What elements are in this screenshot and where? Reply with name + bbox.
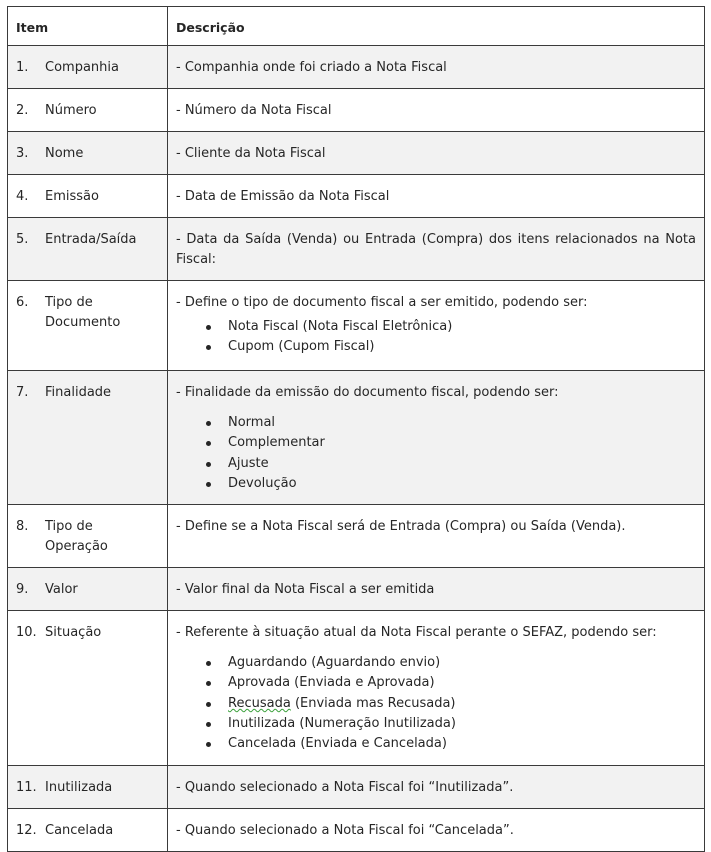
item-cell (8, 46, 168, 89)
item-label: Entrada/Saída (45, 232, 137, 247)
description-text: - Número da Nota Fiscal (176, 103, 332, 118)
item-number: 3. (16, 146, 29, 161)
list-item: Normal (176, 413, 696, 433)
item-label: Finalidade (45, 385, 112, 400)
item-cell (8, 568, 168, 611)
bullet-icon (206, 661, 211, 666)
table-row (8, 89, 705, 132)
bullet-list (176, 413, 696, 494)
item-number: 10. (16, 625, 37, 641)
item-number: 4. (16, 189, 29, 204)
item-label: Cancelada (45, 822, 114, 838)
bullet-icon (206, 325, 211, 330)
description-text: - Data de Emissão da Nota Fiscal (176, 189, 390, 204)
item-number: 7. (16, 385, 29, 400)
item-cell (8, 281, 168, 371)
list-item: Cupom (Cupom Fiscal) (176, 337, 696, 357)
item-number: 6. (16, 295, 29, 310)
bullet-icon (206, 702, 211, 707)
list-item: Recusada (Enviada mas Recusada) (176, 694, 696, 714)
description-text: - Define o tipo de documento fiscal a ser emitido, podendo ser: (176, 295, 588, 310)
table-row (8, 281, 705, 371)
table-row (8, 505, 705, 568)
bullet-icon (206, 742, 211, 747)
item-label: Tipo de Documento (45, 295, 121, 330)
description-text: - Quando selecionado a Nota Fiscal foi “Inutilizada”. (176, 779, 514, 795)
list-item: Devolução (176, 474, 696, 494)
item-label: Nome (45, 146, 84, 161)
list-item: Aguardando (Aguardando envio) (176, 653, 696, 673)
item-cell (8, 371, 168, 505)
header-description: Descrição (168, 7, 705, 46)
table-row (8, 132, 705, 175)
item-label: Tipo de Operação (45, 519, 108, 555)
list-item: Cancelada (Enviada e Cancelada) (176, 734, 696, 754)
list-item: Complementar (176, 433, 696, 453)
list-item: Nota Fiscal (Nota Fiscal Eletrônica) (176, 317, 696, 337)
table-row (8, 611, 705, 765)
table-row (8, 175, 705, 218)
item-label: Inutilizada (45, 779, 113, 795)
description-cell (168, 46, 705, 89)
item-cell (8, 218, 168, 281)
description-text: - Valor final da Nota Fiscal a ser emitida (176, 582, 435, 598)
description-cell (168, 611, 705, 765)
description-cell (168, 505, 705, 568)
bullet-icon (206, 681, 211, 686)
description-text: - Quando selecionado a Nota Fiscal foi “Cancelada”. (176, 822, 514, 838)
bullet-icon (206, 441, 211, 446)
description-cell (168, 132, 705, 175)
description-text: - Define se a Nota Fiscal será de Entrada (Compra) ou Saída (Venda). (176, 519, 626, 535)
bullet-icon (206, 345, 211, 350)
bullet-icon (206, 462, 211, 467)
list-item: Ajuste (176, 454, 696, 474)
item-label: Companhia (45, 60, 119, 75)
table-header-row (8, 7, 705, 46)
header-item: Item (8, 7, 168, 46)
list-item: Inutilizada (Numeração Inutilizada) (176, 714, 696, 734)
description-text: - Cliente da Nota Fiscal (176, 146, 326, 161)
item-label: Valor (45, 582, 78, 598)
item-label: Emissão (45, 189, 99, 204)
item-number: 8. (16, 519, 29, 535)
item-number: 11. (16, 779, 37, 795)
spellcheck-word: Recusada (228, 695, 291, 711)
description-cell (168, 89, 705, 132)
item-cell (8, 765, 168, 808)
bullet-icon (206, 482, 211, 487)
description-text: - Data da Saída (Venda) ou Entrada (Compra) dos itens relacionados na Nota Fiscal: (176, 232, 696, 267)
table-row (8, 808, 705, 851)
description-text: - Finalidade da emissão do documento fiscal, podendo ser: (176, 385, 559, 400)
item-number: 9. (16, 582, 29, 598)
item-number: 2. (16, 103, 29, 118)
description-cell (168, 765, 705, 808)
description-cell (168, 371, 705, 505)
item-description-table (7, 6, 705, 852)
item-cell (8, 808, 168, 851)
table-row (8, 765, 705, 808)
description-cell (168, 218, 705, 281)
item-label: Situação (45, 625, 102, 641)
item-cell (8, 505, 168, 568)
item-number: 12. (16, 822, 37, 838)
item-cell (8, 175, 168, 218)
description-cell (168, 281, 705, 371)
description-cell (168, 568, 705, 611)
item-cell (8, 132, 168, 175)
item-number: 5. (16, 232, 29, 247)
item-cell (8, 89, 168, 132)
table-row (8, 371, 705, 505)
description-cell (168, 175, 705, 218)
description-cell (168, 808, 705, 851)
bullet-list (176, 317, 696, 358)
table-row (8, 568, 705, 611)
description-text: - Referente à situação atual da Nota Fiscal perante o SEFAZ, podendo ser: (176, 625, 657, 641)
bullet-icon (206, 421, 211, 426)
item-number: 1. (16, 60, 29, 75)
description-text: - Companhia onde foi criado a Nota Fiscal (176, 60, 447, 75)
table-row (8, 218, 705, 281)
item-cell (8, 611, 168, 765)
table-row (8, 46, 705, 89)
item-label: Número (45, 103, 97, 118)
bullet-list (176, 653, 696, 754)
bullet-icon (206, 722, 211, 727)
list-item: Aprovada (Enviada e Aprovada) (176, 673, 696, 693)
